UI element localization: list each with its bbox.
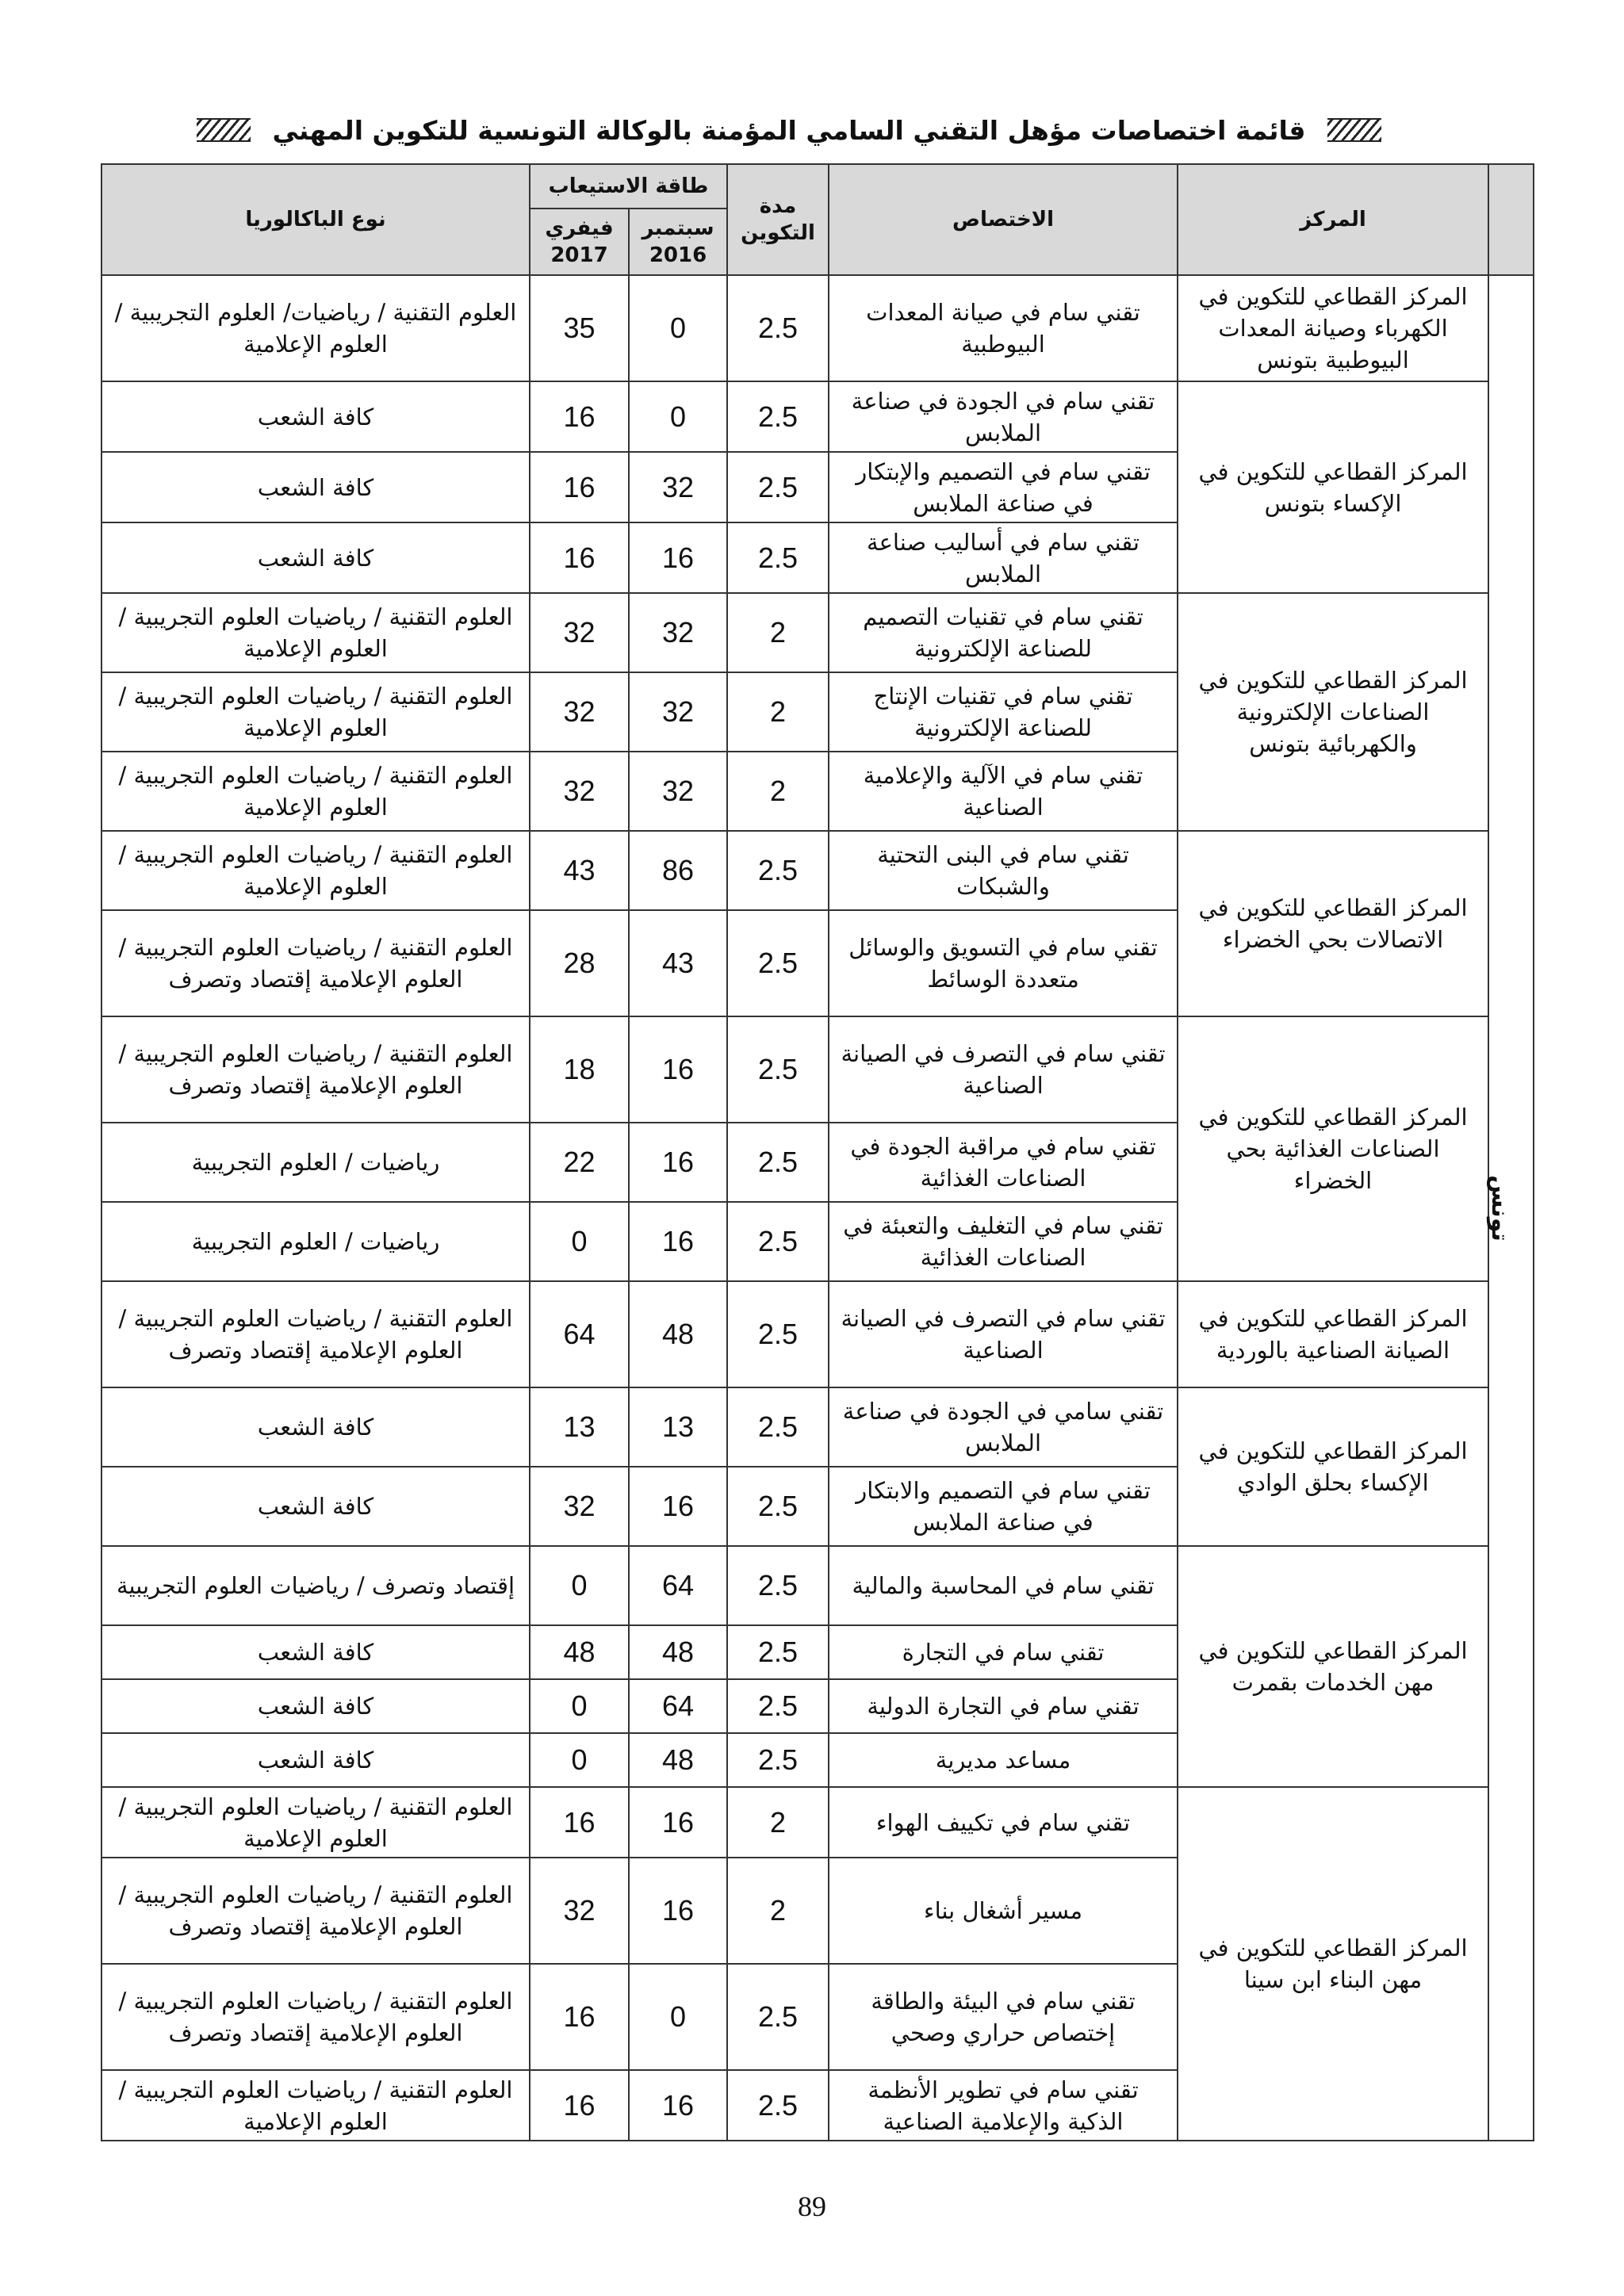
duration-cell: 2 [727, 752, 829, 831]
february-capacity-cell: 0 [530, 1546, 629, 1625]
duration-cell: 2.5 [727, 910, 829, 1016]
september-capacity-cell: 16 [629, 1123, 727, 1202]
specialty-cell: تقني سام في تكييف الهواء [829, 1787, 1178, 1858]
september-capacity-cell: 16 [629, 1016, 727, 1123]
september-capacity-cell: 16 [629, 1787, 727, 1858]
header-region [1488, 164, 1534, 275]
page-number: 89 [798, 2191, 826, 2222]
region-cell [1488, 275, 1534, 2141]
february-capacity-cell: 32 [530, 593, 629, 672]
bac-type-cell: العلوم التقنية / رياضيات/ العلوم التجريبية / العلوم الإعلامية [102, 275, 530, 381]
bac-type-cell: رياضيات / العلوم التجريبية [102, 1123, 530, 1202]
february-capacity-cell: 0 [530, 1202, 629, 1281]
specialty-cell: تقني سام في التصميم والابتكار في صناعة الملابس [829, 1467, 1178, 1546]
header-center: المركز [1178, 164, 1488, 275]
bac-type-cell: كافة الشعب [102, 1733, 530, 1787]
february-capacity-cell: 16 [530, 452, 629, 522]
september-capacity-cell: 32 [629, 452, 727, 522]
specialties-table [101, 163, 1534, 2141]
bac-type-cell: كافة الشعب [102, 452, 530, 522]
september-capacity-cell: 64 [629, 1679, 727, 1733]
february-capacity-cell: 18 [530, 1016, 629, 1123]
specialty-cell: تقني سام في التجارة [829, 1625, 1178, 1679]
bac-type-cell: كافة الشعب [102, 1387, 530, 1467]
february-capacity-cell: 35 [530, 275, 629, 381]
september-capacity-cell: 86 [629, 831, 727, 910]
specialty-cell: مسير أشغال بناء [829, 1858, 1178, 1964]
duration-cell: 2 [727, 1787, 829, 1858]
bac-type-cell: العلوم التقنية / رياضيات العلوم التجريبية / العلوم الإعلامية [102, 752, 530, 831]
february-capacity-cell: 16 [530, 1964, 629, 2070]
bac-type-cell: العلوم التقنية / رياضيات العلوم التجريبية / العلوم الإعلامية [102, 831, 530, 910]
bac-type-cell: كافة الشعب [102, 1625, 530, 1679]
february-capacity-cell: 32 [530, 1467, 629, 1546]
bac-type-cell: إقتصاد وتصرف / رياضيات العلوم التجريبية [102, 1546, 530, 1625]
duration-cell: 2.5 [727, 1387, 829, 1467]
duration-cell: 2.5 [727, 1016, 829, 1123]
page-header [174, 109, 1404, 151]
september-capacity-cell: 32 [629, 752, 727, 831]
specialty-cell: تقني سام في التجارة الدولية [829, 1679, 1178, 1733]
specialty-cell: تقني سامي في الجودة في صناعة الملابس [829, 1387, 1178, 1467]
specialty-cell: تقني سام في التصرف في الصيانة الصناعية [829, 1281, 1178, 1387]
september-capacity-cell: 43 [629, 910, 727, 1016]
february-capacity-cell: 43 [530, 831, 629, 910]
header-february: فيفري 2017 [530, 209, 629, 275]
duration-cell: 2.5 [727, 1733, 829, 1787]
center-cell: المركز القطاعي للتكوين في الكهرباء وصيانة المعدات البيوطبية بتونس [1178, 275, 1488, 381]
september-capacity-cell: 16 [629, 1467, 727, 1546]
header-capacity: طاقة الاستيعاب [530, 164, 727, 209]
bac-type-cell: كافة الشعب [102, 522, 530, 593]
center-cell: المركز القطاعي للتكوين في الإكساء بتونس [1178, 381, 1488, 593]
duration-cell: 2.5 [727, 2070, 829, 2141]
september-capacity-cell: 16 [629, 2070, 727, 2141]
bac-type-cell: رياضيات / العلوم التجريبية [102, 1202, 530, 1281]
february-capacity-cell: 32 [530, 672, 629, 752]
page-title: قائمة اختصاصات مؤهل التقني السامي المؤمنة بالوكالة التونسية للتكوين المهني [272, 114, 1306, 146]
specialty-cell: تقني سام في التصرف في الصيانة الصناعية [829, 1016, 1178, 1123]
header-september: سبتمبر 2016 [629, 209, 727, 275]
bac-type-cell: العلوم التقنية / رياضيات العلوم التجريبية / العلوم الإعلامية [102, 672, 530, 752]
february-capacity-cell: 16 [530, 2070, 629, 2141]
september-capacity-cell: 0 [629, 1964, 727, 2070]
bac-type-cell: كافة الشعب [102, 381, 530, 452]
february-capacity-cell: 16 [530, 381, 629, 452]
february-capacity-cell: 22 [530, 1123, 629, 1202]
center-cell: المركز القطاعي للتكوين في الصيانة الصناعية بالوردية [1178, 1281, 1488, 1387]
specialty-cell: تقني سام في التصميم والإبتكار في صناعة الملابس [829, 452, 1178, 522]
duration-cell: 2 [727, 672, 829, 752]
september-capacity-cell: 64 [629, 1546, 727, 1625]
september-capacity-cell: 16 [629, 1202, 727, 1281]
bac-type-cell: العلوم التقنية / رياضيات العلوم التجريبية / العلوم الإعلامية إقتصاد وتصرف [102, 1964, 530, 2070]
specialty-cell: تقني سام في صيانة المعدات البيوطبية [829, 275, 1178, 381]
duration-cell: 2.5 [727, 522, 829, 593]
duration-cell: 2.5 [727, 1625, 829, 1679]
specialty-cell: تقني سام في البيئة والطاقة إختصاص حراري وصحي [829, 1964, 1178, 2070]
duration-cell: 2.5 [727, 1546, 829, 1625]
february-capacity-cell: 32 [530, 1858, 629, 1964]
february-capacity-cell: 16 [530, 1787, 629, 1858]
duration-cell: 2.5 [727, 1202, 829, 1281]
center-cell: المركز القطاعي للتكوين في مهن الخدمات بقمرت [1178, 1546, 1488, 1787]
february-capacity-cell: 28 [530, 910, 629, 1016]
duration-cell: 2.5 [727, 452, 829, 522]
specialty-cell: تقني سام في المحاسبة والمالية [829, 1546, 1178, 1625]
duration-cell: 2.5 [727, 1467, 829, 1546]
september-capacity-cell: 16 [629, 1858, 727, 1964]
specialty-cell: تقني سام في تطوير الأنظمة الذكية والإعلامية الصناعية [829, 2070, 1178, 2141]
february-capacity-cell: 32 [530, 752, 629, 831]
hatch-ornament-left [197, 118, 251, 142]
center-cell: المركز القطاعي للتكوين في الصناعات الغذائية بحي الخضراء [1178, 1016, 1488, 1281]
duration-cell: 2.5 [727, 1123, 829, 1202]
september-capacity-cell: 32 [629, 593, 727, 672]
september-capacity-cell: 48 [629, 1625, 727, 1679]
duration-cell: 2 [727, 1858, 829, 1964]
february-capacity-cell: 13 [530, 1387, 629, 1467]
bac-type-cell: كافة الشعب [102, 1679, 530, 1733]
bac-type-cell: العلوم التقنية / رياضيات العلوم التجريبية / العلوم الإعلامية إقتصاد وتصرف [102, 910, 530, 1016]
specialty-cell: مساعد مديرية [829, 1733, 1178, 1787]
bac-type-cell: العلوم التقنية / رياضيات العلوم التجريبية / العلوم الإعلامية [102, 2070, 530, 2141]
specialty-cell: تقني سام في تقنيات الإنتاج للصناعة الإلكترونية [829, 672, 1178, 752]
bac-type-cell: العلوم التقنية / رياضيات العلوم التجريبية / العلوم الإعلامية إقتصاد وتصرف [102, 1016, 530, 1123]
february-capacity-cell: 64 [530, 1281, 629, 1387]
duration-cell: 2.5 [727, 831, 829, 910]
hatch-ornament-right [1327, 118, 1381, 142]
september-capacity-cell: 16 [629, 522, 727, 593]
september-capacity-cell: 0 [629, 275, 727, 381]
center-cell: المركز القطاعي للتكوين في الإكساء بحلق الوادي [1178, 1387, 1488, 1546]
duration-cell: 2.5 [727, 381, 829, 452]
duration-cell: 2.5 [727, 1281, 829, 1387]
header-bac-type: نوع الباكالوريا [102, 164, 530, 275]
february-capacity-cell: 0 [530, 1733, 629, 1787]
center-cell: المركز القطاعي للتكوين في مهن البناء ابن سينا [1178, 1787, 1488, 2141]
september-capacity-cell: 13 [629, 1387, 727, 1467]
february-capacity-cell: 0 [530, 1679, 629, 1733]
duration-cell: 2 [727, 593, 829, 672]
header-duration: مدة التكوين [727, 164, 829, 275]
september-capacity-cell: 48 [629, 1281, 727, 1387]
specialty-cell: تقني سام في الجودة في صناعة الملابس [829, 381, 1178, 452]
bac-type-cell: العلوم التقنية / رياضيات العلوم التجريبية / العلوم الإعلامية [102, 593, 530, 672]
center-cell: المركز القطاعي للتكوين في الصناعات الإلكترونية والكهربائية بتونس [1178, 593, 1488, 831]
bac-type-cell: العلوم التقنية / رياضيات العلوم التجريبية / العلوم الإعلامية [102, 1787, 530, 1858]
header-specialty: الاختصاص [829, 164, 1178, 275]
duration-cell: 2.5 [727, 275, 829, 381]
specialty-cell: تقني سام في البنى التحتية والشبكات [829, 831, 1178, 910]
specialty-cell: تقني سام في أساليب صناعة الملابس [829, 522, 1178, 593]
bac-type-cell: العلوم التقنية / رياضيات العلوم التجريبية / العلوم الإعلامية إقتصاد وتصرف [102, 1858, 530, 1964]
region-label: تونس [1486, 1175, 1515, 1242]
september-capacity-cell: 32 [629, 672, 727, 752]
bac-type-cell: كافة الشعب [102, 1467, 530, 1546]
specialty-cell: تقني سام في الآلية والإعلامية الصناعية [829, 752, 1178, 831]
specialty-cell: تقني سام في تقنيات التصميم للصناعة الإلكترونية [829, 593, 1178, 672]
february-capacity-cell: 16 [530, 522, 629, 593]
center-cell: المركز القطاعي للتكوين في الاتصالات بحي الخضراء [1178, 831, 1488, 1016]
specialty-cell: تقني سام في التسويق والوسائل متعددة الوسائط [829, 910, 1178, 1016]
september-capacity-cell: 0 [629, 381, 727, 452]
specialty-cell: تقني سام في مراقبة الجودة في الصناعات الغذائية [829, 1123, 1178, 1202]
duration-cell: 2.5 [727, 1964, 829, 2070]
specialty-cell: تقني سام في التغليف والتعبئة في الصناعات الغذائية [829, 1202, 1178, 1281]
bac-type-cell: العلوم التقنية / رياضيات العلوم التجريبية / العلوم الإعلامية إقتصاد وتصرف [102, 1281, 530, 1387]
february-capacity-cell: 48 [530, 1625, 629, 1679]
duration-cell: 2.5 [727, 1679, 829, 1733]
september-capacity-cell: 48 [629, 1733, 727, 1787]
